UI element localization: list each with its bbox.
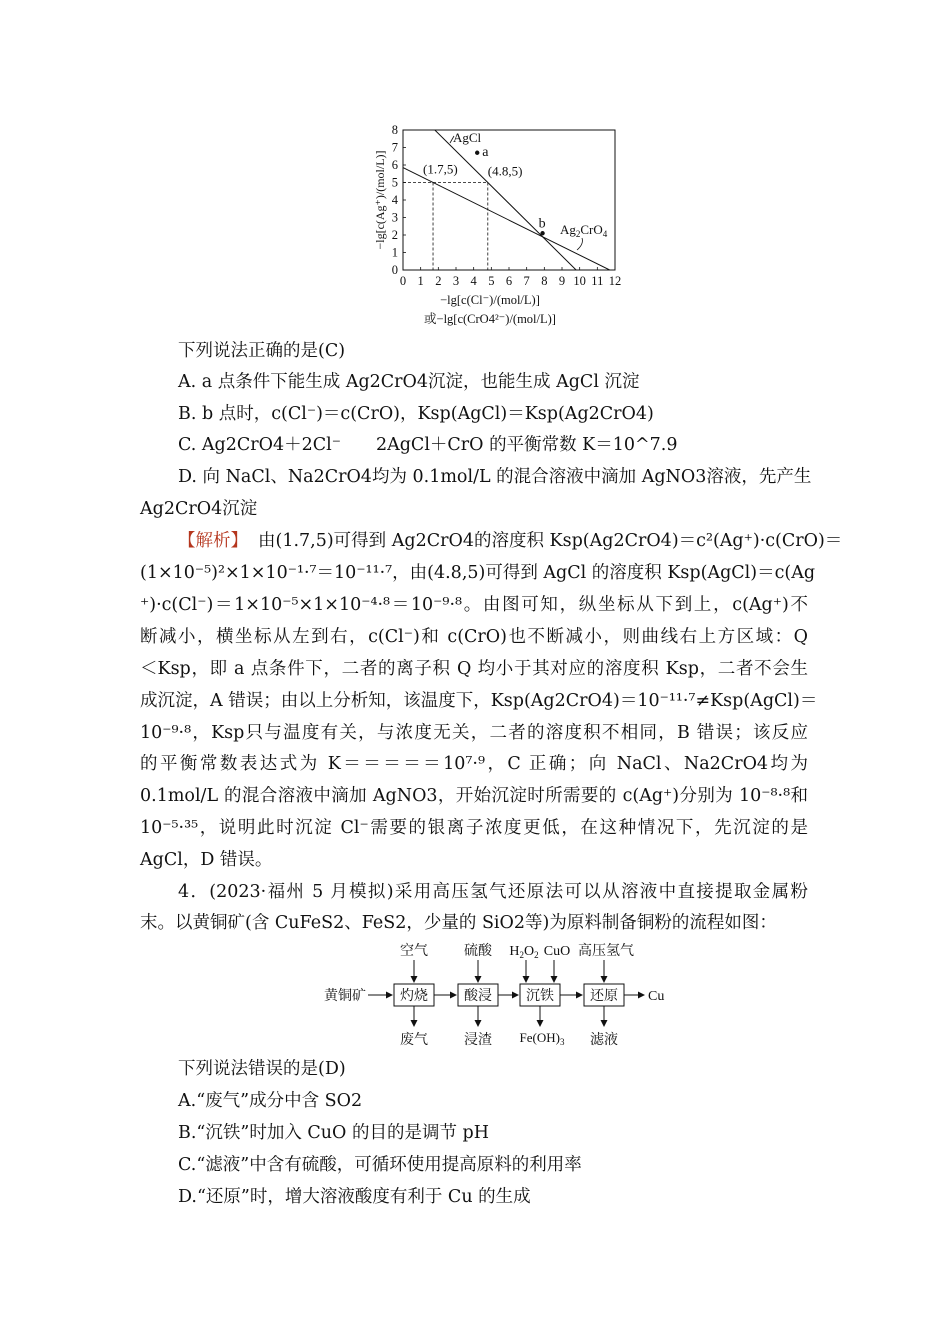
x-tick-label: 11 bbox=[591, 274, 604, 288]
flow-step-3: 沉铁 bbox=[526, 989, 554, 1004]
flow-step-2: 酸浸 bbox=[464, 989, 492, 1004]
point-a-label: a bbox=[482, 144, 489, 160]
analysis-line-4: 断减小，横坐标从左到右，c(Cl⁻)和 c(CrO)也不断减小，则曲线右上方区域：Q bbox=[140, 627, 808, 647]
plot-frame bbox=[403, 130, 615, 270]
q3-option-a: A. a 点条件下能生成 Ag2CrO4沉淀，也能生成 AgCl 沉淀 bbox=[178, 372, 640, 392]
q4-stem-1: 4．(2023·福州 5 月模拟)采用高压氢气还原法可以从溶液中直接提取金属粉 bbox=[178, 882, 808, 902]
q4-option-b: B.“沉铁”时加入 CuO 的目的是调节 pH bbox=[178, 1123, 489, 1143]
y-tick-label: 5 bbox=[391, 175, 398, 190]
y-tick-label: 4 bbox=[391, 193, 398, 207]
analysis-line-10: 10⁻⁵·³⁵，说明此时沉淀 Cl⁻需要的银离子浓度更低，在这种情况下，先沉淀的是 bbox=[140, 818, 808, 838]
flow-product: Cu bbox=[648, 989, 665, 1004]
x-tick-label: 3 bbox=[452, 274, 460, 288]
series-line-agcl bbox=[403, 120, 576, 270]
flow-start: 黄铜矿 bbox=[324, 989, 366, 1004]
q4-stem-2: 末。以黄铜矿(含 CuFeS2、FeS2，少量的 SiO2等)为原料制备铜粉的流程如图： bbox=[140, 913, 777, 933]
flow-input-air: 空气 bbox=[400, 944, 428, 959]
point-4.8-5-label: (4.8,5) bbox=[487, 163, 523, 179]
flow-input-acid: 硫酸 bbox=[464, 944, 492, 959]
legend-ag2cro4: $Ag_2CrO_4$ bbox=[560, 222, 608, 239]
q4-option-c: C.“滤液”中含有硫酸，可循环使用提高原料的利用率 bbox=[178, 1155, 582, 1175]
x-axis-label-1: −lg[c(Cl⁻)/(mol/L)] bbox=[440, 293, 540, 307]
legend-leader-ag2cro4 bbox=[577, 238, 582, 250]
analysis-line-9: 0.1mol/L 的混合溶液中滴加 AgNO3，开始沉淀时所需要的 c(Ag⁺)分别为 10⁻⁸·⁸和 bbox=[140, 786, 808, 806]
y-axis-label: −lg[c(Ag⁺)/(mol/L)] bbox=[373, 150, 387, 250]
x-tick-label: 5 bbox=[488, 274, 495, 288]
flow-input-h2: 高压氢气 bbox=[578, 944, 634, 959]
flow-diagram bbox=[320, 938, 700, 1050]
x-tick-label: 7 bbox=[523, 274, 530, 288]
series-line-ag2cro4 bbox=[403, 168, 610, 270]
q4-option-a: A.“废气”成分中含 SO2 bbox=[178, 1091, 363, 1111]
solubility-chart bbox=[360, 120, 640, 335]
q3-option-d-cont: Ag2CrO4沉淀 bbox=[140, 499, 258, 519]
q4-option-d: D.“还原”时，增大溶液酸度有利于 Cu 的生成 bbox=[178, 1187, 531, 1207]
analysis-tag: 【解析】 bbox=[178, 531, 248, 551]
analysis-line-1: 由(1.7,5)可得到 Ag2CrO4的溶度积 Ksp(Ag2CrO4)＝c²(Ag⁺)·c(CrO)＝ bbox=[258, 531, 843, 551]
y-tick-label: 3 bbox=[391, 210, 398, 225]
flow-output-residue: 浸渣 bbox=[464, 1033, 492, 1048]
analysis-line-3: ⁺)·c(Cl⁻)＝1×10⁻⁵×1×10⁻⁴·⁸＝10⁻⁹·⁸。由图可知，纵坐标从下到上，c(Ag⁺)不 bbox=[140, 595, 808, 615]
analysis-line-6: 成沉淀，A 错误；由以上分析知，该温度下，Ksp(Ag2CrO4)＝10⁻¹¹·⁷≠Ksp(AgCl)＝ bbox=[140, 691, 818, 711]
x-tick-label: 4 bbox=[470, 274, 477, 288]
analysis-line-2: (1×10⁻⁵)²×1×10⁻¹·⁷＝10⁻¹¹·⁷，由(4.8,5)可得到 AgCl 的溶度积 Ksp(AgCl)＝c(Ag bbox=[140, 563, 816, 583]
flow-step-1: 灼烧 bbox=[400, 989, 428, 1004]
flow-output-gas: 废气 bbox=[400, 1033, 428, 1048]
point-b-label: b bbox=[538, 216, 546, 232]
analysis-line-7: 10⁻⁹·⁸，Ksp只与温度有关，与浓度无关，二者的溶度积不相同，B 错误；该反应 bbox=[140, 723, 808, 743]
x-tick-label: 2 bbox=[435, 274, 442, 288]
x-tick-label: 0 bbox=[399, 274, 407, 288]
y-tick-label: 7 bbox=[391, 140, 398, 155]
y-tick-label: 6 bbox=[391, 158, 398, 172]
flow-output-filtrate: 滤液 bbox=[590, 1033, 618, 1048]
q3-option-b: B. b 点时，c(Cl⁻)＝c(CrO)，Ksp(AgCl)＝Ksp(Ag2CrO4) bbox=[178, 404, 654, 424]
x-tick-label: 6 bbox=[505, 274, 513, 288]
y-tick-label: 2 bbox=[391, 228, 398, 242]
q4-question: 下列说法错误的是(D) bbox=[178, 1059, 346, 1079]
flow-input-h2o2: $H_2O_2$ bbox=[509, 944, 539, 960]
x-tick-label: 12 bbox=[608, 274, 622, 288]
x-tick-label: 8 bbox=[541, 274, 548, 288]
flow-input-cuo: CuO bbox=[543, 944, 571, 959]
y-tick-label: 0 bbox=[391, 263, 398, 277]
q3-option-c: C. Ag2CrO4＋2Cl⁻ 2AgCl＋CrO 的平衡常数 K＝10^7.9 bbox=[178, 435, 678, 455]
point-b bbox=[540, 231, 544, 235]
q3-option-d: D. 向 NaCl、Na2CrO4均为 0.1mol/L 的混合溶液中滴加 AgNO3溶液，先产生 bbox=[178, 467, 812, 487]
analysis-line-11: AgCl，D 错误。 bbox=[140, 850, 273, 870]
q3-stem: 下列说法正确的是(C) bbox=[178, 341, 346, 361]
flow-step-4: 还原 bbox=[590, 989, 618, 1004]
analysis-line-8: 的平衡常数表达式为 K＝＝＝＝＝10⁷·⁹，C 正确；向 NaCl、Na2CrO4均为 bbox=[140, 754, 808, 774]
flow-output-feoh3: $Fe(OH)_3$ bbox=[519, 1030, 565, 1047]
x-axis-label-2: 或−lg[c(CrO4²⁻)/(mol/L)] bbox=[424, 312, 556, 326]
y-tick-label: 8 bbox=[391, 123, 398, 137]
x-tick-label: 10 bbox=[573, 274, 586, 288]
x-tick-label: 9 bbox=[558, 274, 566, 288]
analysis-line-5: ＜Ksp，即 a 点条件下，二者的离子积 Q 均小于其对应的溶度积 Ksp，二者不会生 bbox=[140, 659, 808, 679]
y-tick-label: 1 bbox=[391, 245, 398, 260]
x-tick-label: 1 bbox=[417, 274, 424, 288]
point-1.7-5-label: (1.7,5) bbox=[423, 161, 458, 177]
legend-agcl: AgCl bbox=[453, 130, 482, 145]
point-a bbox=[475, 151, 479, 155]
